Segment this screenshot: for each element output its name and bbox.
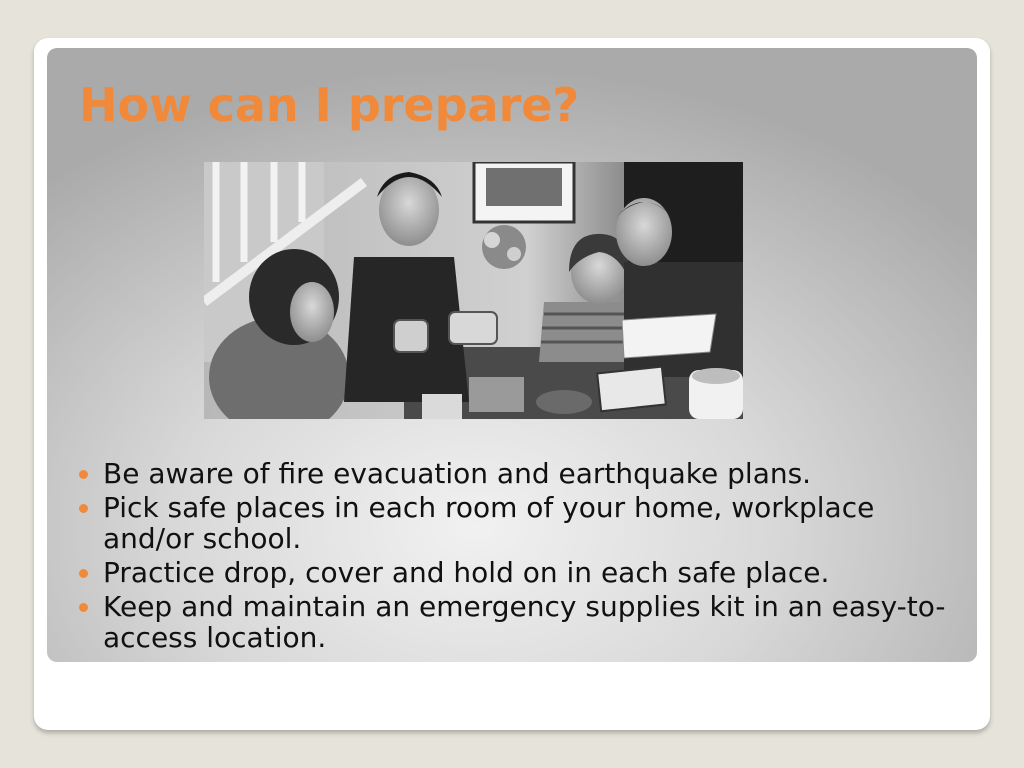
bullet-item (77, 458, 957, 489)
slide-panel (47, 48, 977, 662)
bullet-dot-icon (79, 470, 88, 479)
bullet-text: Keep and maintain an emergency supplies kit in an easy-to-access location. (103, 590, 946, 654)
bullet-dot-icon (79, 569, 88, 578)
family-photo (204, 162, 743, 419)
bullet-text: Be aware of fire evacuation and earthquake plans. (103, 457, 812, 490)
slide-title: How can I prepare? (79, 78, 580, 132)
bullet-item (77, 557, 957, 588)
bullet-list (77, 458, 957, 656)
bullet-text: Pick safe places in each room of your home, workplace and/or school. (103, 491, 875, 555)
bullet-item (77, 591, 957, 653)
bullet-item (77, 492, 957, 554)
bullet-dot-icon (79, 603, 88, 612)
bullet-text: Practice drop, cover and hold on in each safe place. (103, 556, 830, 589)
bullet-dot-icon (79, 504, 88, 513)
